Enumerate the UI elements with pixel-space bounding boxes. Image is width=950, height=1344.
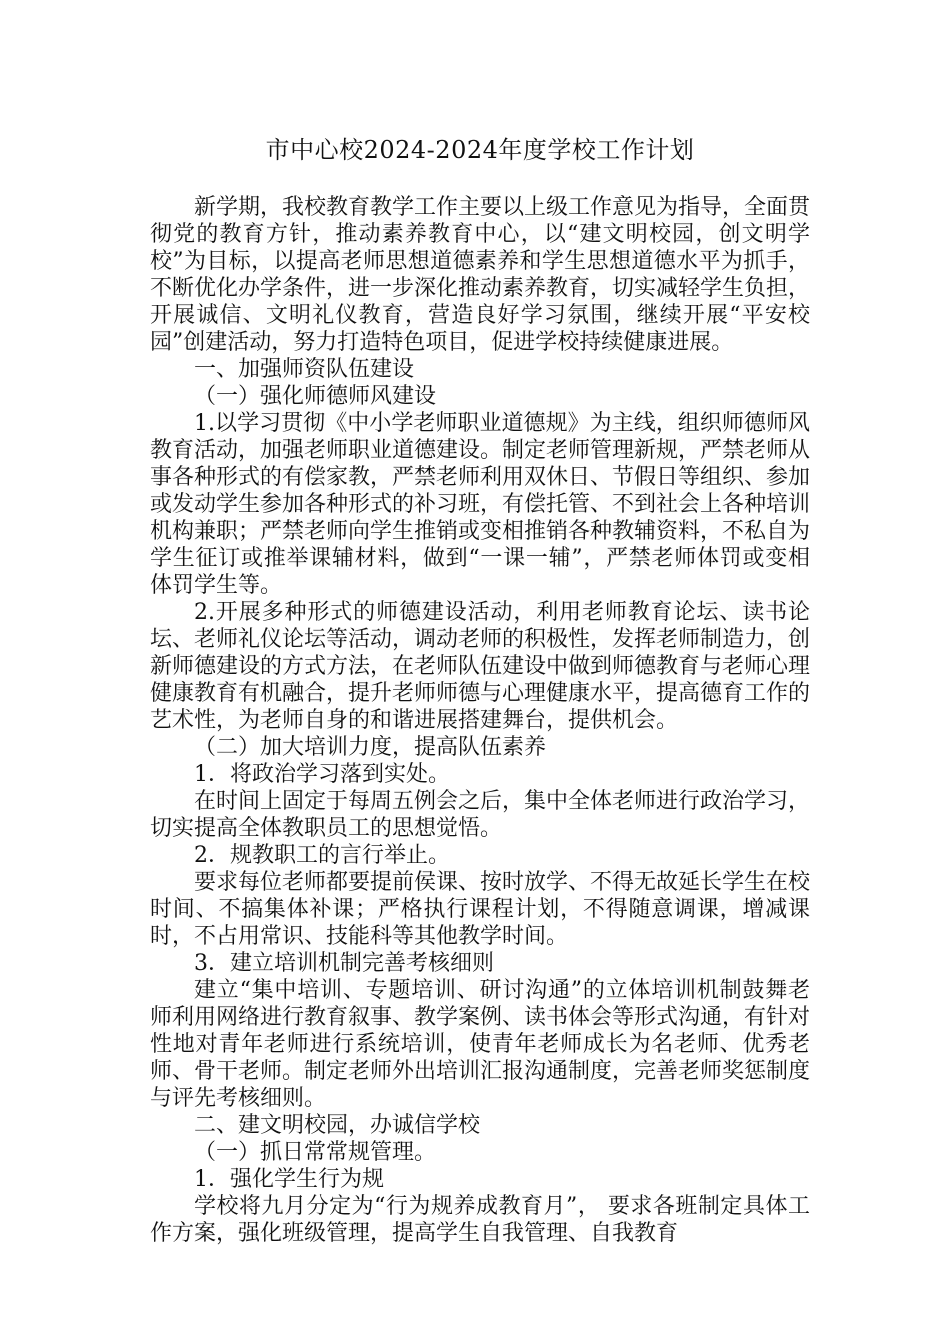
item-heading-2-1: 1．强化学生行为规 bbox=[194, 1167, 384, 1192]
item-heading-1: 1．将政治学习落到实处。 bbox=[194, 762, 450, 787]
item-body-3: 建立“集中培训、专题培训、研讨沟通”的立体培训机制鼓舞老师利用网络进行教育叙事、教学案例、读书体会等形式沟通，有针对性地对青年老师进行系统培训，使青年老师成长为名老师、优秀老师、骨干老师。制定老师外出培训汇报沟通制度，完善老师奖惩制度与评先考核细则。 bbox=[150, 978, 811, 1111]
item-heading-2: 2．规教职工的言行举止。 bbox=[194, 843, 450, 868]
item-body-2-1: 学校将九月分定为“行为规养成教育月”， 要求各班制定具体工作方案，强化班级管理，提高学生自我管理、自我教育 bbox=[150, 1194, 810, 1246]
subsection-heading-2-1: （一）抓日常常规管理。 bbox=[194, 1140, 437, 1165]
item-body-2: 要求每位老师都要提前侯课、按时放学、不得无故延长学生在校时间、不搞集体补课；严格执行课程计划，不得随意调课，增减课时，不占用常识、技能科等其他教学时间。 bbox=[150, 870, 811, 949]
section-heading-1: 一、加强师资队伍建设 bbox=[194, 357, 415, 382]
item-heading-3: 3．建立培训机制完善考核细则 bbox=[194, 951, 494, 976]
paragraph-1-1-1: 1.以学习贯彻《中小学老师职业道德规》为主线，组织师德师风教育活动，加强老师职业道德建设。制定老师管理新规，严禁老师从事各种形式的有偿家教，严禁老师利用双休日、节假日等组织、参加或发动学生参加各种形式的补习班，有偿托管、不到社会上各种培训机构兼职；严禁老师向学生推销或变相推销各种教辅资料，不私自为学生征订或推举课辅材料，做到“一课一辅”，严禁老师体罚或变相体罚学生等。 bbox=[150, 411, 811, 598]
document-page bbox=[150, 128, 810, 1247]
document-title: 市中心校2024-2024年度学校工作计划 bbox=[265, 136, 695, 164]
subsection-heading-1-2: （二）加大培训力度，提高队伍素养 bbox=[194, 735, 547, 760]
subsection-heading-1-1: （一）强化师德师风建设 bbox=[194, 384, 437, 409]
intro-paragraph: 新学期，我校教育教学工作主要以上级工作意见为指导，全面贯彻党的教育方针，推动素养教育中心，以“建文明校园，创文明学校”为目标，以提高老师思想道德素养和学生思想道德水平为抓手，不断优化办学条件，进一步深化推动素养教育，切实减轻学生负担，开展诚信、文明礼仪教育，营造良好学习氛围，继续开展“平安校园”创建活动，努力打造特色项目，促进学校持续健康进展。 bbox=[150, 195, 811, 355]
section-heading-2: 二、建文明校园，办诚信学校 bbox=[194, 1113, 481, 1138]
paragraph-1-1-2: 2.开展多种形式的师德建设活动，利用老师教育论坛、读书论坛、老师礼仪论坛等活动，调动老师的积极性，发挥老师制造力，创新师德建设的方式方法，在老师队伍建设中做到师德教育与老师心理健康教育有机融合，提升老师师德与心理健康水平，提高德育工作的艺术性，为老师自身的和谐进展搭建舞台，提供机会。 bbox=[150, 600, 811, 733]
item-body-1: 在时间上固定于每周五例会之后，集中全体老师进行政治学习，切实提高全体教职员工的思想觉悟。 bbox=[150, 789, 811, 841]
